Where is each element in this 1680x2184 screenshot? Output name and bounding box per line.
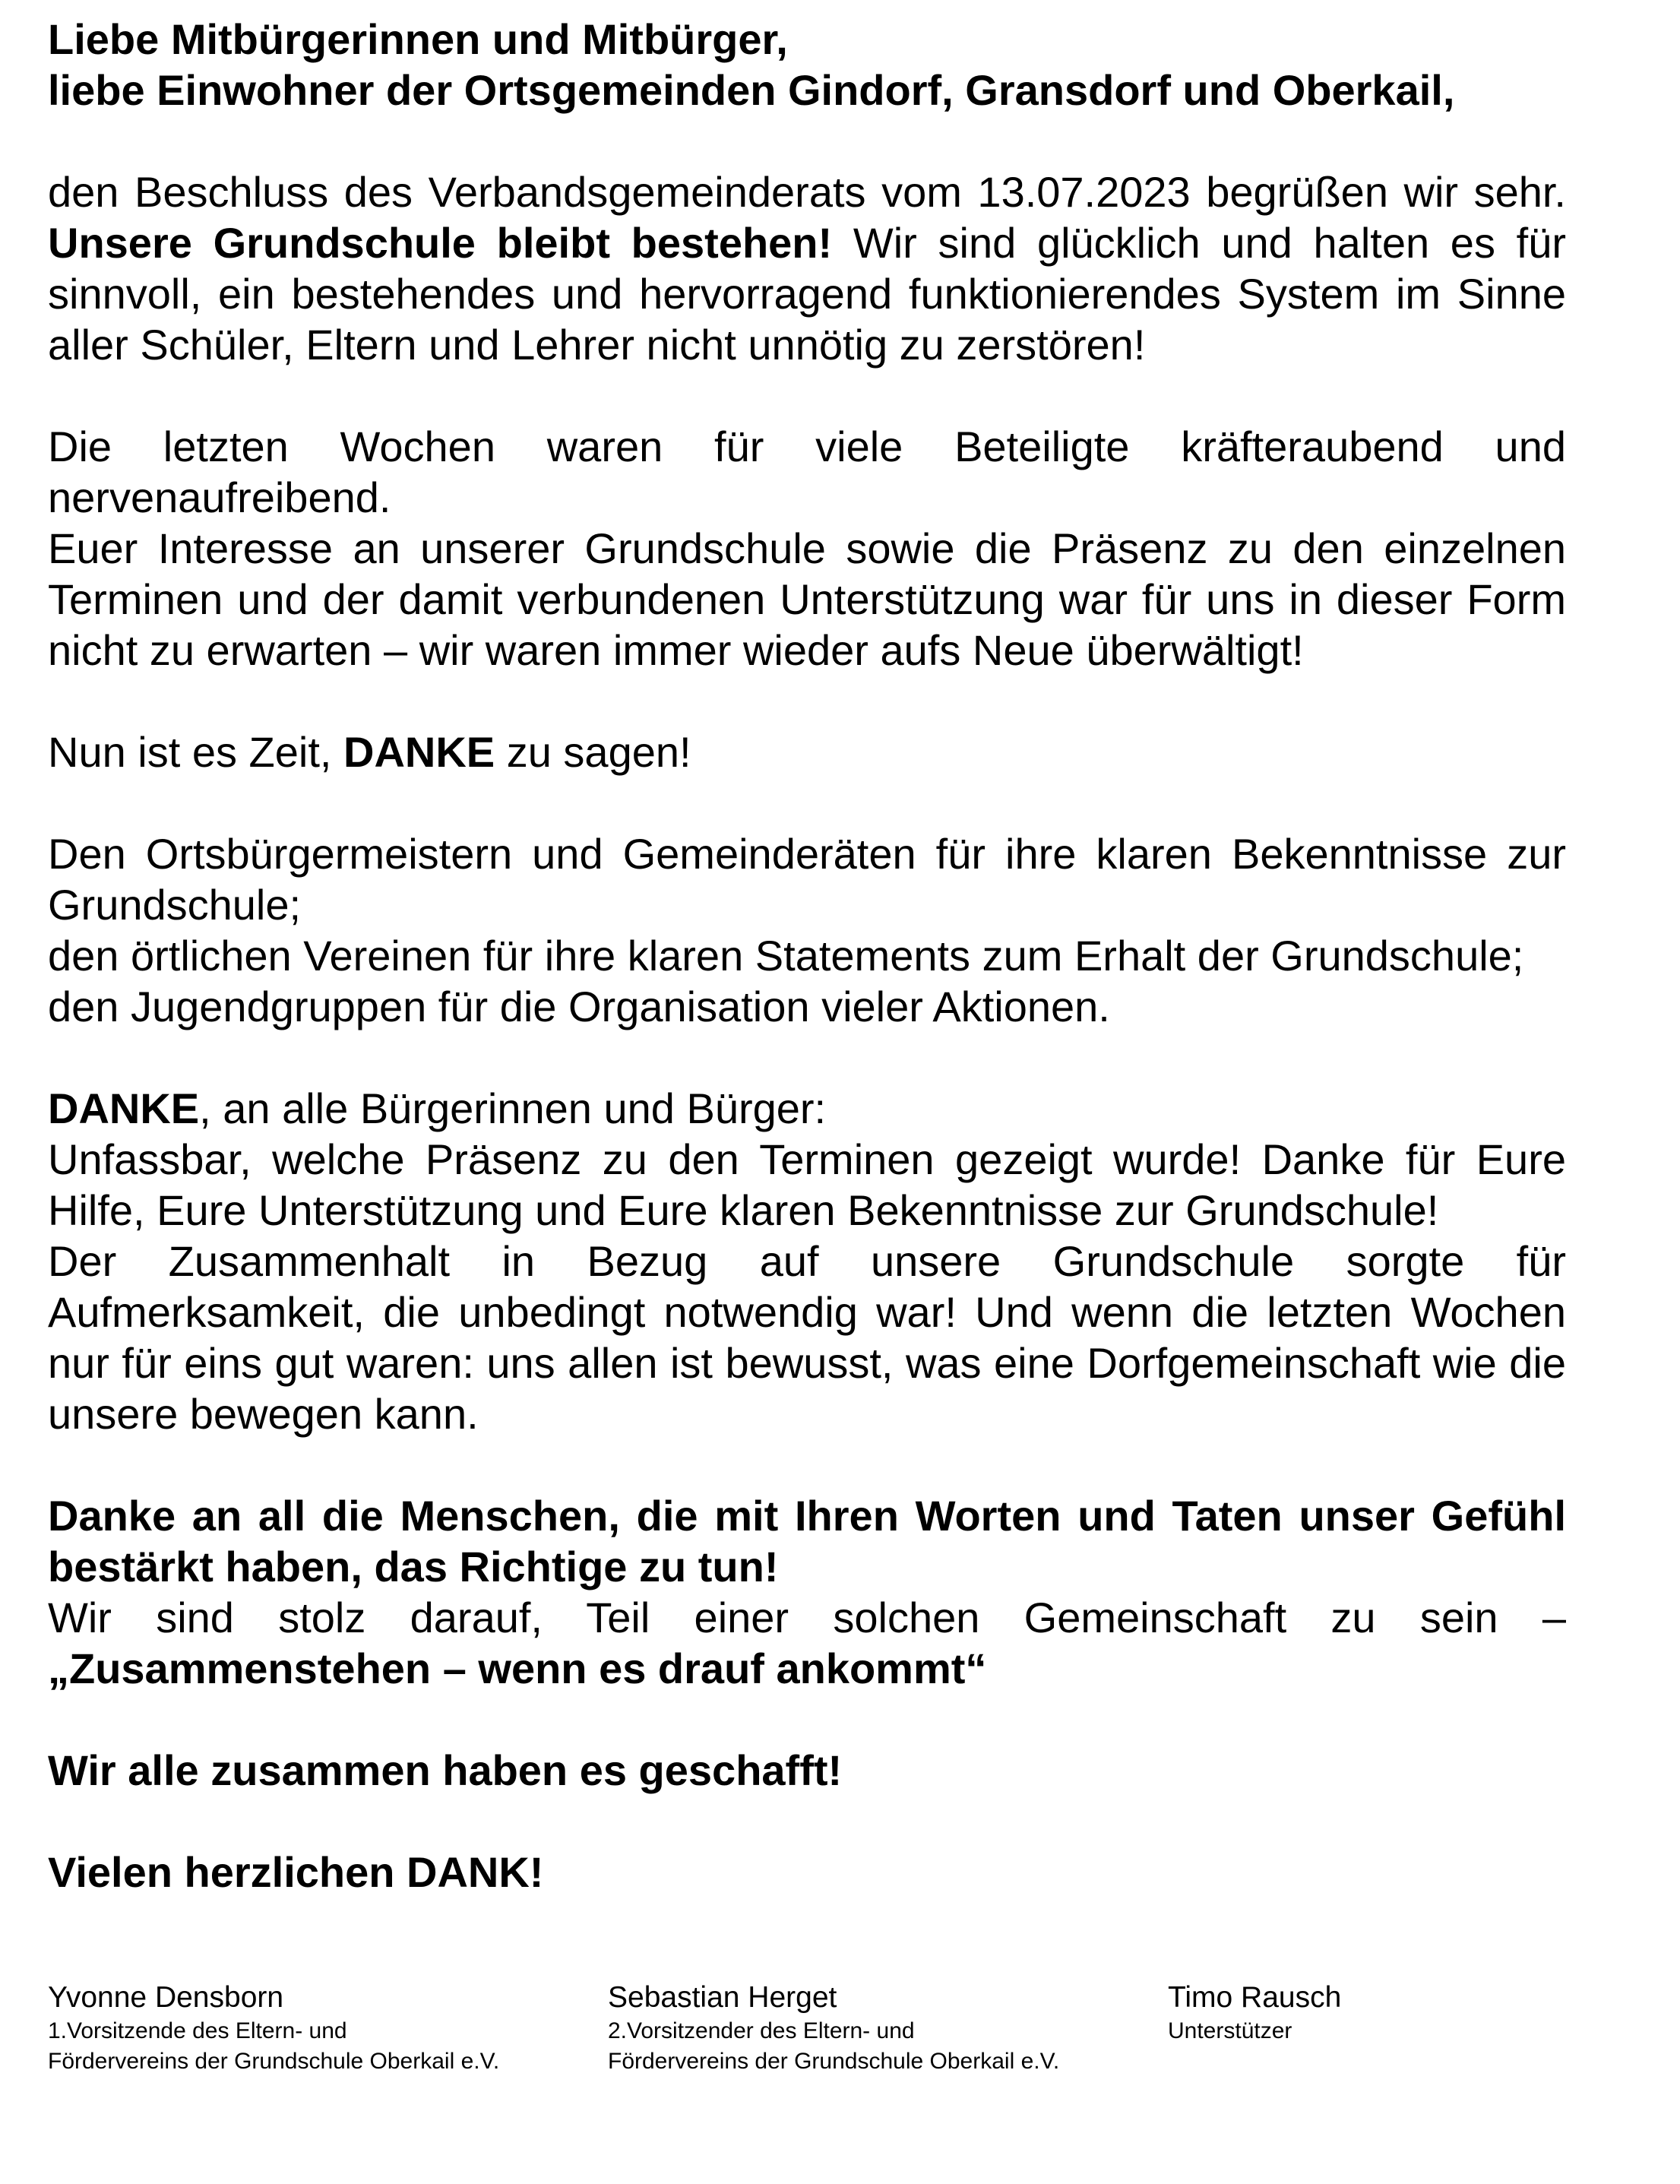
paragraph-weeks — [48, 421, 1566, 676]
citizens-cohesion: Der Zusammenhalt in Bezug auf unsere Grundschule sorgte für Aufmerksamkeit, die unbedingt notwendig war! Und wenn die letzten Wochen nur für eins gut waren: uns allen ist bewusst, was eine Dorfgemeinschaft wie die unsere bewegen kann. — [48, 1237, 1566, 1438]
signer-role: Unterstützer — [1168, 2018, 1292, 2043]
citizens-lead: , an alle Bürgerinnen und Bürger: — [199, 1084, 827, 1132]
thanks-clubs: den örtlichen Vereinen für ihre klaren Statements zum Erhalt der Grundschule; — [48, 932, 1524, 980]
greeting-line-2: liebe Einwohner der Ortsgemeinden Gindorf, Gransdorf und Oberkail, — [48, 66, 1455, 114]
community-pride: Wir sind stolz darauf, Teil einer solchen Gemeinschaft zu sein – — [48, 1594, 1566, 1641]
signer-name: Sebastian Herget — [608, 1981, 837, 2014]
closing-text: Vielen herzlichen DANK! — [48, 1848, 544, 1896]
signer-role: Fördervereins der Grundschule Oberkail e.V. — [608, 2049, 1060, 2074]
greeting-line-1: Liebe Mitbürgerinnen und Mitbürger, — [48, 15, 788, 63]
paragraph-closing — [48, 1847, 1566, 1898]
decision-highlight: Unsere Grundschule bleibt bestehen! — [48, 219, 833, 267]
thanks-youth: den Jugendgruppen für die Organisation vieler Aktionen. — [48, 983, 1110, 1030]
paragraph-achieved — [48, 1745, 1566, 1796]
citizens-presence: Unfassbar, welche Präsenz zu den Terminen gezeigt wurde! Danke für Eure Hilfe, Eure Unterstützung und Eure klaren Bekenntnisse zur Grundschule! — [48, 1135, 1566, 1234]
signer-role: 1.Vorsitzende des Eltern- und — [48, 2018, 347, 2043]
greeting — [48, 14, 1566, 116]
paragraph-thanks-groups — [48, 828, 1566, 1032]
signature-herget — [608, 1980, 1059, 2077]
community-motto: „Zusammenstehen – wenn es drauf ankommt“ — [48, 1644, 987, 1692]
signer-role: 2.Vorsitzender des Eltern- und — [608, 2018, 915, 2043]
citizens-danke: DANKE — [48, 1084, 200, 1132]
achieved-text: Wir alle zusammen haben es geschafft! — [48, 1746, 843, 1794]
signature-block — [48, 1980, 1568, 2078]
thanks-intro-danke: DANKE — [343, 728, 495, 776]
signature-densborn — [48, 1980, 499, 2077]
signer-name: Yvonne Densborn — [48, 1981, 284, 2014]
paragraph-thanks-citizens — [48, 1083, 1566, 1439]
citizens-heading — [48, 1083, 1566, 1134]
interest-line: Euer Interesse an unserer Grundschule sowie die Präsenz zu den einzelnen Terminen und der damit verbundenen Unterstützung war für uns in dieser Form nicht zu erwarten – wir waren immer wieder aufs Neue überwältigt! — [48, 524, 1566, 674]
thanks-mayors: Den Ortsbürgermeistern und Gemeinderäten für ihre klaren Bekenntnisse zur Grundschule; — [48, 830, 1566, 929]
community-thanks: Danke an all die Menschen, die mit Ihren Worten und Taten unser Gefühl bestärkt haben, das Richtige zu tun! — [48, 1492, 1566, 1591]
signature-rausch — [1168, 1980, 1341, 2046]
decision-lead: den Beschluss des Verbandsgemeinderats vom 13.07.2023 begrüßen wir sehr. — [48, 168, 1566, 216]
signer-name: Timo Rausch — [1168, 1981, 1342, 2014]
thanks-intro-rest: zu sagen! — [495, 728, 691, 776]
paragraph-decision — [48, 166, 1566, 370]
weeks-line: Die letzten Wochen waren für viele Beteiligte kräfteraubend und nervenaufreibend. — [48, 423, 1566, 521]
letter-body — [48, 14, 1566, 1898]
thanks-intro-lead: Nun ist es Zeit, — [48, 728, 344, 776]
decision-rest: Wir sind glücklich und halten es für sinnvoll, ein bestehendes und hervorragend funktionierendes System im Sinne aller Schüler, Eltern und Lehrer nicht unnötig zu zerstören! — [48, 219, 1566, 369]
paragraph-thanks-intro — [48, 726, 1566, 777]
paragraph-community — [48, 1490, 1566, 1694]
signer-role: Fördervereins der Grundschule Oberkail e.V. — [48, 2049, 500, 2074]
